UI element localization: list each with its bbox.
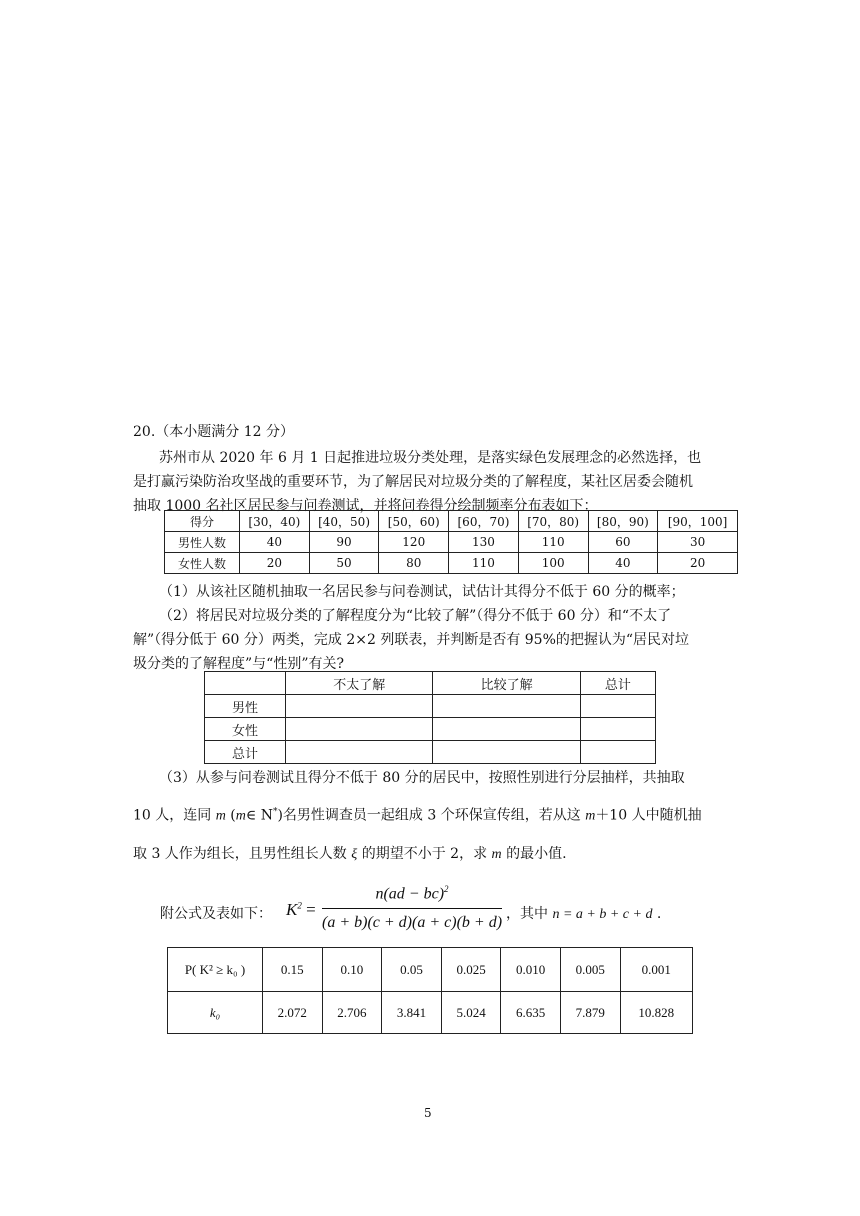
table-header-cell: [90，100] — [658, 511, 738, 532]
table-header-row — [205, 672, 656, 695]
table-cell: 0.05 — [382, 948, 442, 992]
critical-value-table — [167, 947, 693, 1034]
var-xi: ξ — [351, 847, 358, 862]
table-row-male — [165, 532, 738, 553]
table-row-label: 男性 — [205, 695, 286, 718]
text: ＋10 人中随机抽 — [595, 807, 702, 824]
table-header-cell: 不太了解 — [286, 672, 433, 695]
page-number: 5 — [424, 1106, 432, 1120]
formula-lhs — [286, 900, 316, 920]
table-header-cell: 得分 — [165, 511, 240, 532]
table-cell: 7.879 — [560, 992, 620, 1034]
table-row — [205, 695, 656, 718]
question-2-line-2: 解”（得分低于 60 分）两类，完成 2×2 列联表，并判断是否有 95%的把握认为“居民对垃 — [133, 632, 690, 648]
blank-cell — [286, 718, 433, 741]
table-cell: 90 — [309, 532, 379, 553]
intro-line-2: 是打赢污染防治攻坚战的重要环节，为了解居民对垃圾分类的了解程度，某社区居委会随机 — [133, 474, 693, 490]
text: ，其中 — [506, 906, 553, 922]
table-header-row — [165, 511, 738, 532]
table-cell: 100 — [518, 553, 588, 574]
table-cell: 0.025 — [441, 948, 501, 992]
table-cell: 0.001 — [620, 948, 692, 992]
table-cell: 5.024 — [441, 992, 501, 1034]
var-m: m — [491, 847, 502, 862]
table-header-cell: 总计 — [580, 672, 655, 695]
text: 10 人，连同 — [133, 807, 216, 824]
table-cell: 20 — [658, 553, 738, 574]
blank-cell — [433, 741, 580, 764]
table-header-cell: [30，40) — [240, 511, 310, 532]
table-cell: 3.841 — [382, 992, 442, 1034]
question-3-line-1: （3）从参与问卷测试且得分不低于 80 分的居民中，按照性别进行分层抽样，共抽取 — [159, 770, 685, 786]
formula-fraction — [322, 884, 502, 938]
blank-cell — [286, 741, 433, 764]
superscript: 2 — [444, 884, 449, 894]
question-2-line-1: （2）将居民对垃圾分类的了解程度分为“比较了解”（得分不低于 60 分）和“不太了 — [159, 608, 672, 624]
question-2-line-3: 圾分类的了解程度”与“性别”有关? — [133, 656, 344, 672]
text: )名男性调查员一起组成 3 个环保宣传组，若从这 — [277, 807, 586, 824]
table-cell: 0.005 — [560, 948, 620, 992]
element-of-symbol: ∈ — [245, 807, 257, 824]
table-cell: 110 — [449, 553, 519, 574]
table-cell: 40 — [588, 553, 658, 574]
blank-cell — [580, 718, 655, 741]
table-row-label: 总计 — [205, 741, 286, 764]
table-cell: 男性人数 — [165, 532, 240, 553]
fraction-numerator — [322, 884, 502, 903]
table-cell: 10.828 — [620, 992, 692, 1034]
table-row — [205, 718, 656, 741]
table-cell: 20 — [240, 553, 310, 574]
table-cell: 30 — [658, 532, 738, 553]
table-row-female — [165, 553, 738, 574]
var-K: K — [286, 900, 298, 919]
table-row-label: P( K² ≥ k₀ ) — [168, 948, 263, 992]
table-row-k0 — [168, 992, 693, 1034]
table-cell: 60 — [588, 532, 658, 553]
contingency-table — [204, 671, 656, 764]
table-row-probability — [168, 948, 693, 992]
question-3-line-2 — [133, 802, 702, 827]
question-1: （1）从该社区随机抽取一名居民参与问卷测试，试估计其得分不低于 60 分的概率； — [159, 584, 685, 600]
table-cell: 0.010 — [501, 948, 561, 992]
formula-prefix: 附公式及表如下： — [160, 906, 272, 922]
fraction-denominator: (a + b)(c + d)(a + c)(b + d) — [322, 914, 503, 931]
table-cell: 女性人数 — [165, 553, 240, 574]
table-row-label: k₀ — [168, 992, 263, 1034]
superscript: * — [272, 807, 278, 817]
table-cell: 2.072 — [263, 992, 323, 1034]
superscript: 2 — [297, 900, 302, 911]
table-header-cell: [70，80) — [518, 511, 588, 532]
problem-header: 20.（本小题满分 12 分） — [133, 424, 294, 440]
intro-line-1: 苏州市从 2020 年 6 月 1 日起推进垃圾分类处理，是落实绿色发展理念的必然选择，也 — [159, 450, 702, 466]
text: 的期望不小于 2，求 — [357, 846, 492, 862]
table-cell: 0.15 — [263, 948, 323, 992]
blank-cell — [580, 695, 655, 718]
table-cell: 40 — [240, 532, 310, 553]
text: . — [652, 906, 662, 922]
table-header-cell: [50，60) — [379, 511, 449, 532]
blank-cell — [580, 741, 655, 764]
table-row — [205, 741, 656, 764]
table-cell: 130 — [449, 532, 519, 553]
text: ( — [225, 807, 236, 824]
table-header-cell: [80，90) — [588, 511, 658, 532]
blank-cell — [433, 718, 580, 741]
var-m: m — [585, 808, 596, 824]
n-definition: n = a + b + c + d — [552, 907, 653, 922]
text: 取 3 人作为组长，且男性组长人数 — [133, 846, 352, 862]
numerator-text: n(ad − bc) — [375, 885, 445, 903]
score-frequency-table — [164, 510, 738, 574]
natural-numbers-symbol: N — [256, 807, 273, 824]
equals-sign: = — [301, 900, 316, 919]
formula-suffix — [506, 903, 661, 923]
table-cell: 0.10 — [322, 948, 382, 992]
table-cell: 120 — [379, 532, 449, 553]
text: 的最小值. — [501, 846, 567, 862]
var-m: m — [235, 808, 246, 824]
var-m: m — [215, 808, 226, 824]
table-cell: 50 — [309, 553, 379, 574]
table-cell: 80 — [379, 553, 449, 574]
intro-line-3: 抽取 1000 名社区居民参与问卷测试，并将问卷得分绘制频率分布表如下： — [133, 498, 598, 514]
table-header-cell: [40，50) — [309, 511, 379, 532]
table-cell: 110 — [518, 532, 588, 553]
blank-cell — [286, 695, 433, 718]
table-cell: 2.706 — [322, 992, 382, 1034]
table-row-label: 女性 — [205, 718, 286, 741]
table-cell: 6.635 — [501, 992, 561, 1034]
table-header-cell: 比较了解 — [433, 672, 580, 695]
fraction-bar — [322, 908, 502, 909]
blank-cell — [433, 695, 580, 718]
question-3-line-3 — [133, 844, 567, 865]
table-header-cell — [205, 672, 286, 695]
table-header-cell: [60，70) — [449, 511, 519, 532]
